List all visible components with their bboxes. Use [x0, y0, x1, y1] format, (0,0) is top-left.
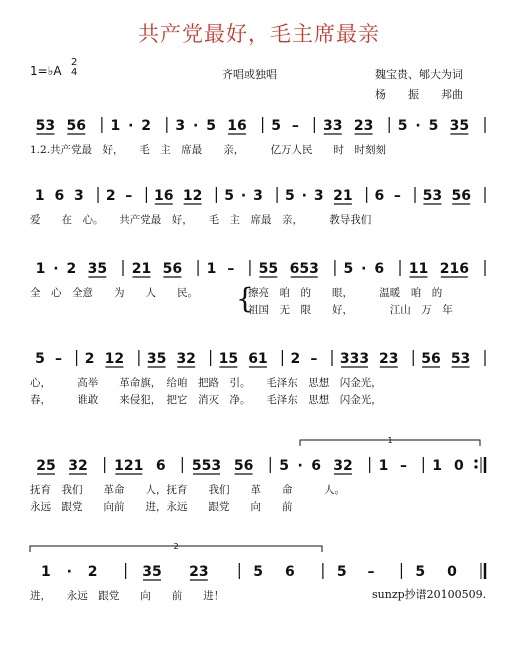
- note-group: 56: [66, 118, 86, 134]
- volta-number: 1: [387, 436, 393, 445]
- extension-dash: –: [227, 261, 235, 277]
- note-group: 3: [175, 118, 186, 134]
- note-group: 56: [421, 351, 441, 367]
- repeat-dot: [474, 459, 477, 462]
- note-group: 16: [227, 118, 247, 134]
- note-group: 23: [379, 351, 399, 367]
- performance-note: 齐唱或独唱: [222, 68, 277, 81]
- note-group: 6: [311, 458, 321, 474]
- augmentation-dot: ·: [53, 261, 59, 277]
- lyric-line: 祖国 无 限 好， 江山 万 年: [248, 304, 453, 316]
- note-group: 1: [432, 458, 443, 474]
- extension-dash: –: [125, 188, 133, 204]
- augmentation-dot: ·: [128, 118, 134, 134]
- note-group: 32: [176, 351, 196, 367]
- note-group: 33: [323, 118, 343, 134]
- note-group: 53: [35, 118, 56, 134]
- note-group: 56: [162, 261, 183, 277]
- note-group: 35: [146, 351, 167, 367]
- lyric-line: 1.2.共产党最 好， 毛 主 席最 亲， 亿万人民 时 时刻刻: [30, 144, 387, 156]
- note-group: 0: [447, 564, 457, 580]
- note-group: 1: [34, 188, 45, 204]
- note-group: 16: [154, 188, 174, 204]
- augmentation-dot: ·: [361, 261, 367, 277]
- note-group: 5: [415, 564, 426, 580]
- extension-dash: –: [393, 188, 401, 204]
- lyricist-credit: 魏宝贵、郇大为词: [375, 68, 463, 81]
- augmentation-dot: ·: [240, 188, 247, 204]
- augmentation-dot: ·: [415, 118, 421, 134]
- note-group: 1: [41, 564, 51, 580]
- note-group: 1: [35, 261, 46, 277]
- note-group: 3: [74, 188, 84, 204]
- note-group: 35: [87, 261, 108, 277]
- composer-credit: 杨 振 邦曲: [375, 88, 463, 101]
- repeat-dot: [474, 465, 477, 468]
- volta-number: 2: [173, 542, 179, 551]
- meter-denominator: 4: [71, 67, 78, 78]
- augmentation-dot: ·: [297, 458, 303, 474]
- note-group: 2: [141, 118, 152, 134]
- extension-dash: –: [310, 351, 318, 367]
- note-group: 1: [206, 261, 217, 277]
- note-group: 5: [343, 261, 354, 277]
- lyric-line: 全 心 全意 为 人 民。: [30, 287, 198, 299]
- note-group: 6: [374, 261, 385, 277]
- note-group: 56: [233, 458, 254, 474]
- note-group: 23: [189, 564, 209, 580]
- note-group: 5: [271, 118, 281, 134]
- extension-dash: –: [54, 351, 62, 367]
- note-group: 32: [68, 458, 88, 474]
- note-group: 53: [422, 188, 443, 204]
- note-group: 5: [253, 564, 264, 580]
- note-group: 2: [66, 261, 77, 277]
- lyric-line: 心， 高举 革命旗， 给咱 把路 引。 毛泽东 思想 闪金光，: [30, 377, 382, 389]
- note-group: 0: [454, 458, 464, 474]
- note-group: 23: [353, 118, 374, 134]
- note-group: 15: [218, 351, 239, 367]
- verse-brace: {: [236, 282, 254, 315]
- augmentation-dot: ·: [301, 188, 307, 204]
- note-group: 25: [36, 458, 56, 474]
- extension-dash: –: [367, 564, 375, 580]
- note-group: 6: [285, 564, 295, 580]
- note-group: 12: [104, 351, 125, 367]
- note-group: 5: [35, 351, 45, 367]
- note-group: 3: [253, 188, 263, 204]
- lyric-line: 永远 跟党 向前 进，永远 跟党 向 前: [30, 501, 293, 513]
- note-group: 333: [339, 351, 370, 367]
- meter-numerator: 2: [71, 57, 78, 68]
- note-group: 5: [206, 118, 216, 134]
- note-group: 6: [155, 458, 166, 474]
- note-group: 32: [333, 458, 353, 474]
- note-group: 121: [114, 458, 144, 474]
- lyric-line: 抚育 我们 革命 人，抚育 我们 革 命 人。: [30, 484, 345, 496]
- note-group: 35: [449, 118, 470, 134]
- note-group: 56: [451, 188, 471, 204]
- augmentation-dot: ·: [193, 118, 199, 134]
- lyric-line: 春， 谁敢 来侵犯， 把它 消灭 净。 毛泽东 思想 闪金光，: [30, 394, 382, 406]
- note-group: 11: [408, 261, 429, 277]
- note-group: 5: [285, 188, 295, 204]
- note-group: 5: [279, 458, 290, 474]
- key-signature: 1=♭A: [30, 64, 62, 78]
- note-group: 5: [428, 118, 439, 134]
- note-group: 53: [450, 351, 471, 367]
- note-group: 553: [191, 458, 222, 474]
- extension-dash: –: [291, 118, 299, 134]
- note-group: 12: [182, 188, 203, 204]
- lyric-line: 进， 永远 跟党 向 前 进！: [30, 590, 225, 602]
- lyric-line: 爱 在 心。 共产党最 好， 毛 主 席最 亲， 教导我们: [30, 214, 372, 226]
- note-group: 1: [378, 458, 389, 474]
- note-group: 2: [290, 351, 301, 367]
- note-group: 653: [289, 261, 319, 277]
- song-title: 共产党最好，毛主席最亲: [138, 22, 380, 46]
- note-group: 21: [131, 261, 152, 277]
- note-group: 6: [54, 188, 65, 204]
- note-group: 5: [224, 188, 235, 204]
- transcriber-signoff: sunzp抄谱20100509.: [372, 588, 487, 601]
- note-group: 1: [110, 118, 121, 134]
- note-group: 3: [313, 188, 324, 204]
- extension-dash: –: [399, 458, 407, 474]
- augmentation-dot: ·: [66, 564, 72, 580]
- note-group: 2: [87, 564, 98, 580]
- lyric-line: 擦亮 咱 的 眼， 温暖 咱 的: [248, 287, 443, 299]
- note-group: 55: [258, 261, 279, 277]
- note-group: 61: [248, 351, 268, 367]
- note-group: 6: [374, 188, 385, 204]
- note-group: 2: [105, 188, 116, 204]
- note-group: 216: [439, 261, 469, 277]
- note-group: 5: [336, 564, 347, 580]
- note-group: 35: [142, 564, 162, 580]
- note-group: 21: [333, 188, 353, 204]
- note-group: 2: [84, 351, 95, 367]
- note-group: 5: [397, 118, 408, 134]
